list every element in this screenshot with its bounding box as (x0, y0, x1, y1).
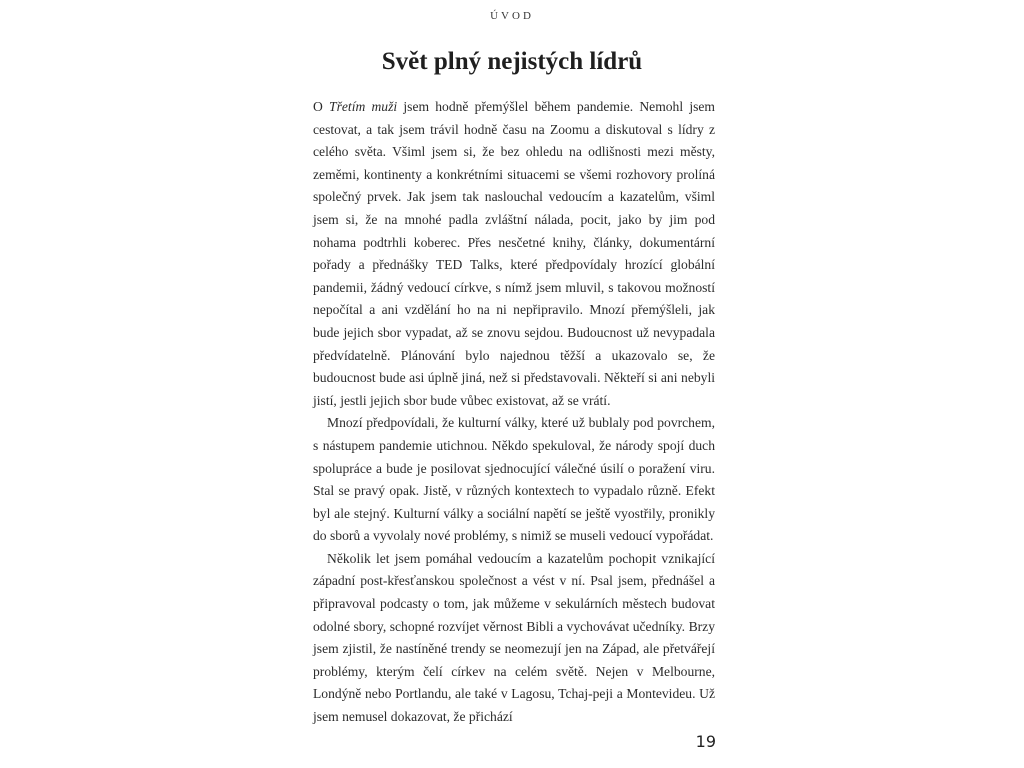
paragraph-1-lead: O (313, 99, 330, 114)
paragraph-1-text: jsem hodně přemýšlel během pandemie. Nemohl jsem cestovat, a tak jsem trávil hodně času na Zoomu a diskutoval s lídry z celého světa. Všiml jsem si, že bez ohledu na odlišnosti mezi městy, zeměmi, kontinenty a konkrétními situacemi se všemi rozhovory prolíná společný prvek. Jak jsem tak naslouchal vedoucím a kazatelům, všiml jsem si, že na mnohé padla zvláštní nálada, pocit, jako by jim pod nohama podtrhli koberec. Přes nesčetné knihy, články, dokumentární pořady a přednášky TED Talks, které předpovídaly hrozící globální pandemii, žádný vedoucí církve, s nímž jsem mluvil, s takovou možností nepočítal a ani vzdělání ho na ni nepřipravilo. Mnozí přemýšleli, jak bude jejich sbor vypadat, až se znovu sejdou. Budoucnost už nevypadala předvídatelně. Plánování bylo najednou těžší a ukazovalo se, že budoucnost bude asi úplně jiná, než si představovali. Někteří si ani nebyli jistí, jestli jejich sbor bude vůbec existovat, až se vrátí. (313, 99, 716, 408)
paragraph-1 (313, 96, 715, 412)
page-number: 19 (695, 732, 716, 751)
running-head: ÚVOD (490, 10, 534, 22)
paragraph-2: Mnozí předpovídali, že kulturní války, které už bublaly pod povrchem, s nástupem pandemie utichnou. Někdo spekuloval, že národy spojí duch spolupráce a bude je posilovat sjednocující válečné úsilí o poražení viru. Stal se pravý opak. Jistě, v různých kontextech to vypadalo různě. Efekt byl ale stejný. Kulturní války a sociální napětí se ještě vyostřily, pronikly do sborů a vyvolaly nové problémy, s nimiž se museli vedoucí vypořádat. (313, 415, 715, 544)
body-text (313, 96, 715, 729)
chapter-title: Svět plný nejistých lídrů (381, 48, 643, 75)
paragraph-3: Několik let jsem pomáhal vedoucím a kazatelům pochopit vznikající západní post-křesťanskou společnost a vést v ní. Psal jsem, přednášel a připravoval podcasty o tom, jak můžeme v sekulárních městech budovat odolné sbory, schopné rozvíjet věrnost Bibli a vychovávat učedníky. Brzy jsem zjistil, že nastíněné trendy se neomezují jen na Západ, ale přetvářejí problémy, kterým čelí církev na celém světě. Nejen v Melbourne, Londýně nebo Portlandu, ale také v Lagosu, Tchaj-peji a Montevideu. Už jsem nemusel dokazovat, že přichází (313, 550, 715, 725)
book-title-italic: Třetím muži (329, 99, 398, 114)
